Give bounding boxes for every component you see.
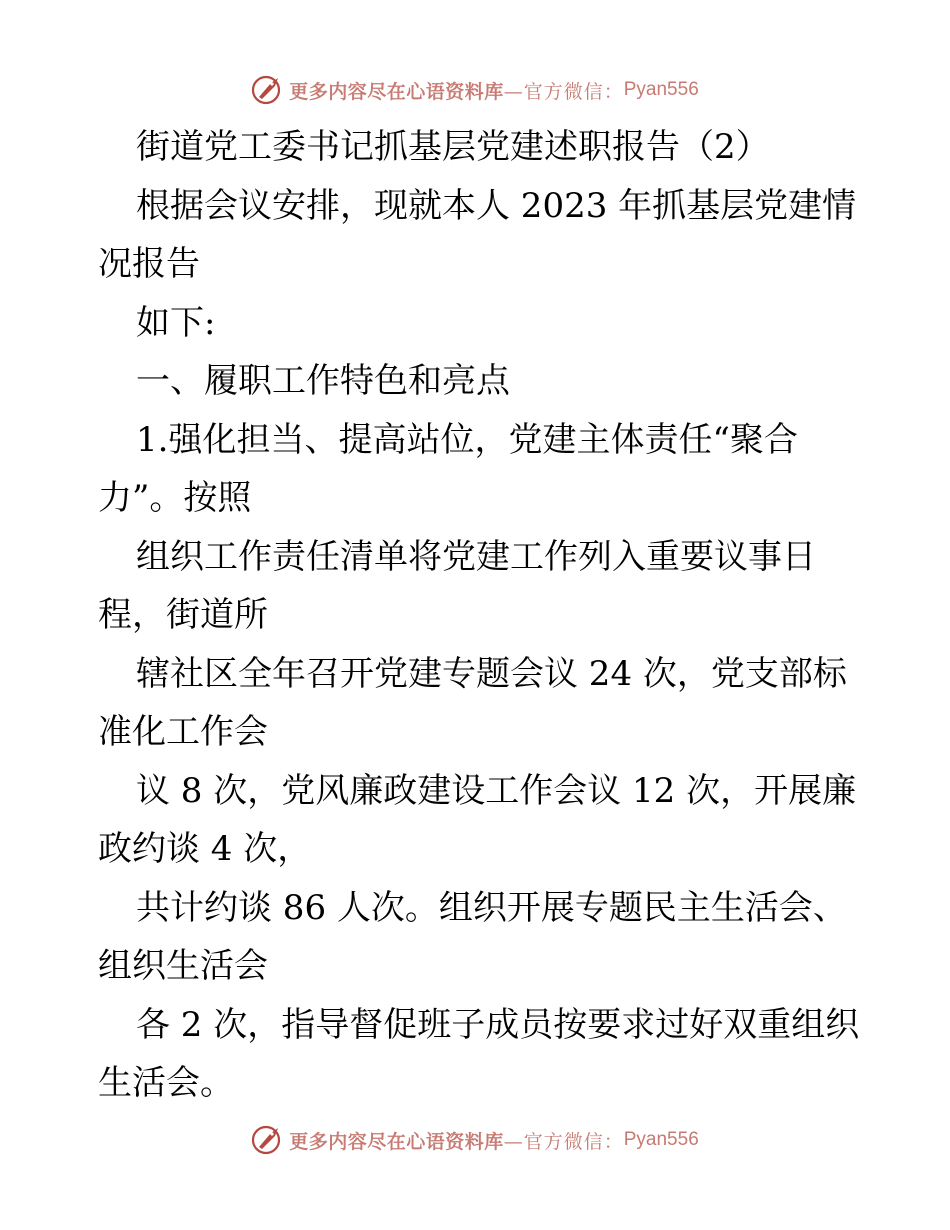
watermark-title: 更多内容尽在心语资料库: [289, 1130, 504, 1153]
body-line: 辖社区全年召开党建专题会议 24 次，党支部标: [136, 653, 847, 694]
body-line: 议 8 次，党风廉政建设工作会议 12 次，开展廉: [136, 770, 857, 811]
watermark-title: 更多内容尽在心语资料库: [289, 80, 504, 103]
header-watermark: [0, 70, 950, 110]
watermark-wechat-label: —官方微信：: [503, 80, 624, 103]
subsection-heading: 1.强化担当、提高站位，党建主体责任“聚合: [136, 419, 798, 460]
body-line: 准化工作会: [98, 712, 268, 752]
pen-nib-icon: [251, 1123, 285, 1157]
body-line: 政约谈 4 次，: [98, 829, 312, 869]
body-line: 组织工作责任清单将党建工作列入重要议事日: [136, 536, 816, 577]
watermark-wechat-label: —官方微信：: [503, 1130, 624, 1153]
watermark-handle: Pyan556: [623, 1129, 699, 1150]
body-line: 如下:: [136, 302, 216, 343]
pen-nib-icon: [251, 73, 285, 107]
watermark-handle: Pyan556: [623, 79, 699, 100]
document-body: [98, 118, 858, 1113]
body-line: 况报告: [98, 244, 200, 284]
body-line: 各 2 次，指导督促班子成员按要求过好双重组织: [136, 1004, 860, 1045]
body-line: 生活会。: [98, 1063, 234, 1103]
body-line: 组织生活会: [98, 946, 268, 986]
footer-watermark: [0, 1120, 950, 1160]
document-title: 街道党工委书记抓基层党建述职报告（2）: [136, 127, 770, 167]
section-heading: 一、履职工作特色和亮点: [136, 361, 510, 401]
body-line: 程，街道所: [98, 595, 268, 635]
body-line: 力”。按照: [98, 478, 252, 518]
body-line: 根据会议安排，现就本人 2023 年抓基层党建情: [136, 185, 857, 226]
body-line: 共计约谈 86 人次。组织开展专题民主生活会、: [136, 887, 847, 928]
